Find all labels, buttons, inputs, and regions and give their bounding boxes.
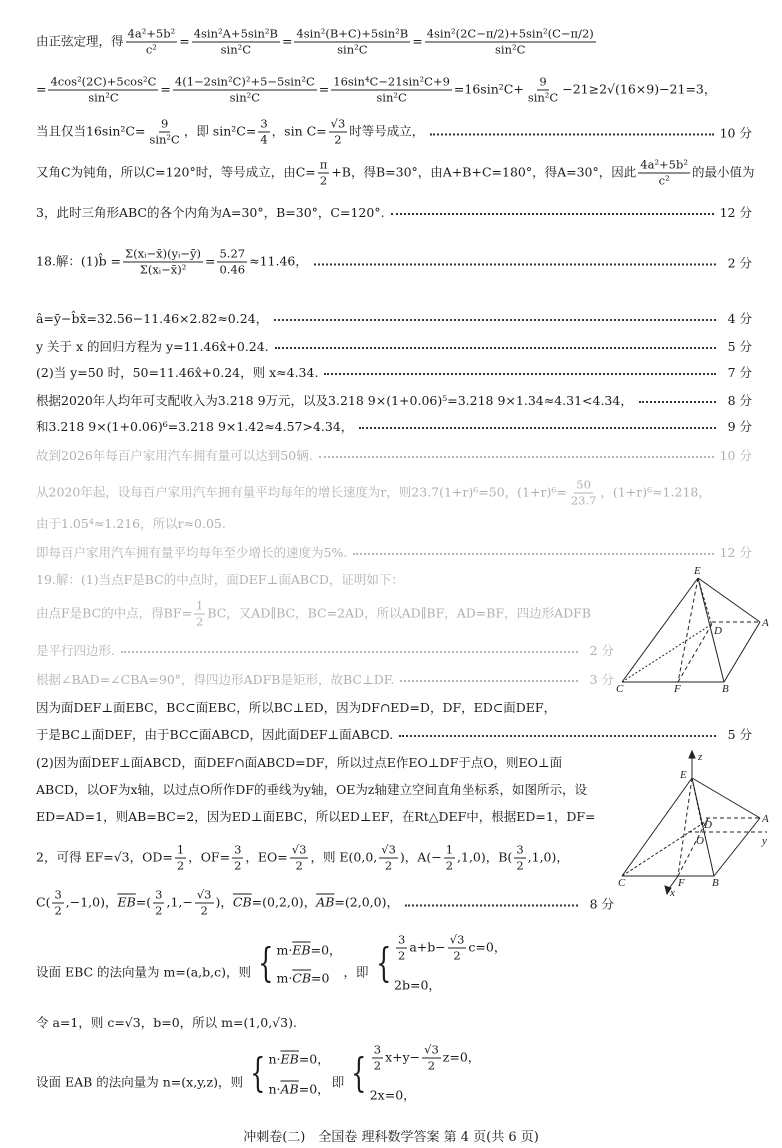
fraction-denominator: 2 bbox=[427, 1058, 436, 1073]
fraction-denominator: sin²C bbox=[220, 42, 252, 57]
fraction bbox=[52, 888, 63, 919]
text-segment: m· bbox=[276, 970, 293, 986]
fraction-denominator: 2 bbox=[334, 132, 342, 147]
fraction-denominator: 2 bbox=[453, 948, 461, 963]
system-row bbox=[268, 1079, 329, 1097]
fraction bbox=[425, 27, 596, 58]
score-label: 2 分 bbox=[589, 643, 614, 658]
brace-symbol: { bbox=[351, 1050, 367, 1096]
fraction bbox=[379, 843, 398, 874]
fraction-numerator: 9 bbox=[160, 116, 169, 131]
fraction-numerator: √3 bbox=[381, 842, 396, 857]
dot-leader bbox=[319, 456, 714, 458]
fraction-denominator: 2 bbox=[176, 858, 185, 873]
dot-leader bbox=[274, 319, 716, 321]
line-content bbox=[36, 570, 404, 588]
fraction-denominator: 2 bbox=[196, 614, 204, 629]
fraction bbox=[258, 117, 269, 148]
dot-leader bbox=[275, 347, 716, 349]
fraction-denominator: sin²C bbox=[495, 42, 526, 57]
text-segment: =(2,0,0)， bbox=[334, 894, 399, 910]
fraction-denominator: c² bbox=[145, 42, 157, 57]
text-segment: =( bbox=[135, 894, 152, 910]
vector: $\overline{CB}$ bbox=[232, 894, 252, 910]
fraction-numerator: 4sin²(B+C)+5sin²B bbox=[296, 26, 409, 41]
text-segment: 当且仅当16sin²C= bbox=[36, 123, 146, 139]
fraction-denominator: sin²C bbox=[229, 90, 261, 105]
dot-leader bbox=[314, 263, 716, 265]
fraction-numerator: √3 bbox=[449, 932, 465, 947]
vector: $\overline{EB}$ bbox=[117, 894, 136, 910]
text-segment: 即 bbox=[331, 1074, 345, 1089]
text-segment: ，则 E(0,0, bbox=[310, 849, 378, 865]
text-segment: ≈11.46， bbox=[249, 253, 308, 269]
fraction-numerator: 16sin⁴C−21sin²C+9 bbox=[333, 74, 450, 89]
fraction bbox=[448, 933, 467, 964]
fraction-numerator: 1 bbox=[445, 842, 454, 857]
doc-line bbox=[36, 247, 752, 278]
doc-line bbox=[36, 888, 614, 919]
text-segment: 设面 EBC 的法向量为 m=(a,b,c)，则 bbox=[36, 964, 252, 979]
fraction-numerator: 3 bbox=[234, 842, 242, 857]
fraction-numerator: 9 bbox=[539, 74, 547, 89]
fraction-numerator: 3 bbox=[155, 887, 163, 902]
fraction-denominator: 2 bbox=[200, 903, 208, 918]
fraction-numerator: √3 bbox=[330, 116, 346, 131]
text-segment: = bbox=[281, 33, 293, 49]
line-content bbox=[36, 417, 353, 435]
dot-leader bbox=[359, 427, 716, 429]
line-content bbox=[36, 446, 313, 464]
fraction-denominator: 2 bbox=[319, 173, 328, 188]
fraction-denominator: sin²C bbox=[88, 90, 119, 105]
text-segment: 的最小值为 bbox=[691, 164, 755, 180]
pyramid-figure-1 bbox=[612, 565, 772, 695]
line-content bbox=[36, 780, 587, 798]
fraction-numerator: 4sin²(2C−π/2)+5sin²(C−π/2) bbox=[426, 26, 594, 41]
text-segment: ，(1+r)⁶≈1.218， bbox=[600, 484, 711, 500]
text-segment: ，EO= bbox=[245, 849, 288, 865]
equation-system bbox=[371, 933, 507, 994]
fraction bbox=[173, 75, 317, 106]
fraction bbox=[422, 1043, 441, 1074]
doc-line bbox=[36, 117, 752, 148]
text-segment: 是平行四边形. bbox=[36, 643, 115, 658]
line-content bbox=[36, 247, 308, 278]
text-segment: 18.解：(1)b̂ = bbox=[36, 253, 122, 269]
figure-label: x bbox=[670, 887, 675, 899]
text-segment: 即每百户家用汽车拥有量平均每年至少增长的速度为5%. bbox=[36, 545, 348, 560]
figure-label: A bbox=[762, 617, 769, 629]
dot-leader bbox=[639, 401, 716, 403]
fraction bbox=[329, 117, 348, 148]
fraction bbox=[444, 843, 455, 874]
text-segment: = bbox=[36, 81, 47, 97]
text-segment: ，即 bbox=[343, 964, 369, 979]
text-segment: z=0， bbox=[442, 1049, 481, 1065]
fraction-numerator: 3 bbox=[516, 842, 524, 857]
system-rows bbox=[276, 941, 341, 986]
fraction-numerator: 4a²+5b² bbox=[640, 157, 688, 172]
system-row bbox=[370, 1043, 481, 1074]
fraction bbox=[514, 843, 525, 874]
doc-line bbox=[36, 309, 752, 327]
fraction-numerator: Σ(xᵢ−x̄)(yᵢ−ȳ) bbox=[125, 246, 201, 261]
system-row bbox=[394, 933, 506, 964]
fraction-denominator: sin²C bbox=[376, 90, 407, 105]
equation-system bbox=[346, 1043, 480, 1104]
text-segment: =(0,2,0)， bbox=[251, 894, 317, 910]
line-content bbox=[36, 843, 569, 874]
system-rows bbox=[268, 1049, 329, 1097]
text-segment: 故到2026年每百户家用汽车拥有量可以达到50辆. bbox=[36, 448, 313, 463]
brace-symbol: { bbox=[258, 940, 274, 986]
text-segment: =0 bbox=[311, 970, 330, 986]
text-segment: ED=AD=1，则AB=BC=2，因为ED⊥面EBC，所以ED⊥EF，在Rt△DEF中，根据ED=1，DF= bbox=[36, 809, 596, 824]
fraction-denominator: 0.46 bbox=[219, 262, 246, 277]
score-label: 3 分 bbox=[589, 672, 614, 687]
fraction-denominator: 2 bbox=[54, 903, 62, 918]
line-content bbox=[36, 543, 347, 561]
figure-label: B bbox=[722, 683, 729, 695]
fraction-denominator: 2 bbox=[516, 858, 524, 873]
line-content bbox=[36, 1043, 482, 1104]
dot-leader bbox=[324, 373, 716, 375]
doc-line bbox=[36, 446, 752, 464]
text-segment: = bbox=[179, 33, 190, 49]
system-row bbox=[276, 941, 341, 959]
fraction-denominator: Σ(xᵢ−x̄)² bbox=[139, 262, 187, 277]
fraction bbox=[294, 27, 410, 58]
vector: $\overline{EB}$ bbox=[292, 942, 311, 958]
dot-leader bbox=[430, 133, 713, 135]
fraction bbox=[48, 75, 158, 106]
line-content bbox=[36, 888, 399, 919]
score-label: 10 分 bbox=[719, 448, 752, 463]
score-label: 2 分 bbox=[727, 255, 752, 270]
vector: $\overline{AB}$ bbox=[316, 894, 335, 910]
fraction bbox=[638, 158, 690, 189]
fraction bbox=[153, 888, 164, 919]
fraction bbox=[318, 158, 330, 189]
doc-line bbox=[36, 698, 752, 716]
fraction bbox=[569, 478, 599, 509]
figure-label: y bbox=[762, 835, 767, 847]
fraction-denominator: sin²C bbox=[149, 132, 180, 147]
figure-label: B bbox=[712, 877, 719, 889]
text-segment: a+b− bbox=[409, 939, 446, 955]
doc-line bbox=[36, 1043, 752, 1104]
text-segment: 于是BC⊥面DEF，由于BC⊂面ABCD，因此面DEF⊥面ABCD. bbox=[36, 727, 394, 742]
brace-symbol: { bbox=[375, 940, 391, 986]
text-segment: =16sin²C+ bbox=[453, 81, 524, 97]
fraction-numerator: 1 bbox=[196, 598, 204, 613]
fraction-numerator: 4cos²(2C)+5cos²C bbox=[50, 74, 157, 89]
score-label: 10 分 bbox=[719, 125, 752, 140]
system-row bbox=[394, 976, 506, 994]
doc-line bbox=[36, 391, 752, 409]
line-content bbox=[36, 27, 598, 58]
fraction bbox=[175, 843, 186, 874]
doc-line bbox=[36, 543, 752, 561]
page-footer: 冲刺卷(二) 全国卷 理科数学答案 第 4 页(共 6 页) bbox=[243, 1130, 539, 1145]
fraction bbox=[372, 1043, 383, 1074]
line-content bbox=[36, 337, 269, 355]
text-segment: 19.解：(1)当点F是BC的中点时，面DEF⊥面ABCD，证明如下： bbox=[36, 572, 404, 587]
text-segment: )， bbox=[215, 894, 233, 910]
dot-leader bbox=[399, 735, 716, 737]
fraction-numerator: 4(1−2sin²C)²+5−5sin²C bbox=[174, 74, 315, 89]
fraction-denominator: c² bbox=[658, 173, 670, 188]
score-label: 9 分 bbox=[727, 419, 752, 434]
fraction-denominator: 2 bbox=[384, 858, 393, 873]
line-content bbox=[36, 725, 393, 743]
line-content bbox=[36, 599, 591, 630]
vector: $\overline{EB}$ bbox=[280, 1051, 299, 1066]
figure-label: C bbox=[616, 683, 624, 695]
score-label: 5 分 bbox=[727, 727, 752, 742]
line-content bbox=[36, 478, 711, 509]
doc-line bbox=[36, 670, 614, 688]
dot-leader bbox=[121, 651, 578, 653]
fraction bbox=[195, 888, 214, 919]
text-segment: =0， bbox=[310, 942, 342, 958]
fraction-denominator: 2 bbox=[155, 903, 163, 918]
fraction-denominator: 2 bbox=[445, 858, 454, 873]
score-label: 12 分 bbox=[719, 205, 752, 220]
doc-line bbox=[36, 478, 752, 509]
fraction-numerator: 50 bbox=[576, 477, 591, 492]
fraction bbox=[192, 27, 280, 58]
line-content bbox=[36, 807, 596, 825]
line-content bbox=[36, 698, 556, 716]
figure-label: F bbox=[678, 877, 685, 889]
text-segment: 由点F是BC的中点，得BF= bbox=[36, 605, 192, 621]
score-label: 8 分 bbox=[589, 896, 614, 911]
line-content bbox=[36, 391, 633, 409]
coordinate-pyramid-figure-2 bbox=[612, 748, 777, 899]
text-segment: =0， bbox=[298, 1081, 330, 1096]
text-segment: 根据∠BAD=∠CBA=90°，得四边形ADFB是矩形，故BC⊥DF. bbox=[36, 672, 395, 687]
doc-line bbox=[36, 363, 752, 381]
line-content bbox=[36, 363, 318, 381]
system-row bbox=[370, 1086, 481, 1104]
figure-label: E bbox=[694, 565, 701, 577]
text-segment: 2x=0， bbox=[369, 1087, 416, 1103]
text-segment: C( bbox=[36, 894, 51, 910]
score-label: 12 分 bbox=[719, 545, 752, 560]
score-label: 5 分 bbox=[727, 339, 752, 354]
text-segment: c=0， bbox=[468, 939, 507, 955]
text-segment: (2)因为面DEF⊥面ABCD，面DEF∩面ABCD=DF，所以过点E作EO⊥DF于点O，则EO⊥面 bbox=[36, 755, 563, 770]
dot-leader bbox=[405, 904, 578, 906]
doc-line bbox=[36, 27, 752, 58]
fraction bbox=[290, 843, 309, 874]
line-content bbox=[36, 514, 226, 532]
line-content bbox=[36, 933, 508, 994]
equation-system bbox=[253, 941, 342, 986]
figure-label: E bbox=[680, 769, 687, 781]
figure-label: C bbox=[618, 877, 626, 889]
line-content bbox=[36, 753, 562, 771]
text-segment: ,1,− bbox=[166, 894, 193, 910]
line-content bbox=[36, 158, 755, 189]
text-segment: = bbox=[205, 253, 216, 269]
figure-label: z bbox=[698, 751, 703, 763]
text-segment: n· bbox=[268, 1081, 281, 1096]
fraction-numerator: 5.27 bbox=[219, 246, 246, 261]
equation-system bbox=[245, 1049, 330, 1097]
vector: $\overline{AB}$ bbox=[280, 1081, 299, 1096]
text-segment: 和3.218 9×(1+0.06)⁶=3.218 9×1.42≈4.57>4.34， bbox=[36, 419, 354, 434]
text-segment: â=ȳ−b̂x̄=32.56−11.46×2.82≈0.24， bbox=[36, 311, 269, 326]
brace-symbol: { bbox=[250, 1050, 266, 1096]
fraction-denominator: 4 bbox=[260, 132, 268, 147]
fraction bbox=[126, 27, 178, 58]
text-segment: ，OF= bbox=[188, 849, 231, 865]
text-segment: 由于1.05⁴≈1.216，所以r≈0.05. bbox=[36, 516, 226, 531]
doc-line bbox=[36, 933, 752, 994]
text-segment: 设面 EAB 的法向量为 n=(x,y,z)，则 bbox=[36, 1074, 244, 1089]
fraction-denominator: 23.7 bbox=[570, 493, 597, 508]
text-segment: ,−1,0)， bbox=[65, 894, 118, 910]
text-segment: 时等号成立， bbox=[349, 123, 425, 139]
doc-line bbox=[36, 337, 752, 355]
fraction-numerator: 1 bbox=[176, 842, 185, 857]
text-segment: 3，此时三角形ABC的各个内角为A=30°，B=30°，C=120°. bbox=[36, 205, 385, 220]
vector: $\overline{CB}$ bbox=[292, 970, 312, 986]
fraction bbox=[232, 843, 243, 874]
text-segment: 2，可得 EF=√3，OD= bbox=[36, 849, 173, 865]
fraction-denominator: sin²C bbox=[527, 90, 559, 105]
text-segment: +B，得B=30°，由A+B+C=180°，得A=30°，因此 bbox=[331, 164, 637, 180]
system-rows bbox=[370, 1043, 481, 1104]
text-segment: 2b=0， bbox=[394, 977, 441, 993]
fraction-denominator: 2 bbox=[295, 858, 303, 873]
text-segment: = bbox=[160, 81, 171, 97]
text-segment: 又角C为钝角，所以C=120°时，等号成立，由C= bbox=[36, 164, 316, 180]
doc-line bbox=[36, 157, 755, 189]
doc-line bbox=[36, 203, 752, 221]
system-rows bbox=[394, 933, 506, 994]
fraction-denominator: sin²C bbox=[337, 42, 368, 57]
dot-leader bbox=[400, 680, 578, 682]
line-content bbox=[36, 1013, 297, 1031]
text-segment: 从2020年起，设每百户家用汽车拥有量平均每年的增长速度为r，则23.7(1+r)⁶=50，(1+r)⁶= bbox=[36, 484, 567, 500]
text-segment: ，sin C= bbox=[271, 123, 327, 139]
doc-line bbox=[36, 725, 752, 743]
fraction-numerator: √3 bbox=[424, 1042, 439, 1057]
fraction-numerator: 3 bbox=[398, 932, 406, 947]
line-content bbox=[36, 203, 385, 221]
line-content bbox=[36, 641, 115, 659]
text-segment: 由正弦定理，得 bbox=[36, 33, 124, 49]
text-segment: =0， bbox=[298, 1051, 330, 1066]
text-segment: n· bbox=[268, 1051, 281, 1066]
fraction-numerator: 4sin²A+5sin²B bbox=[193, 26, 278, 41]
line-content bbox=[36, 75, 716, 106]
dot-leader bbox=[391, 213, 714, 215]
figure-label: D bbox=[714, 625, 722, 637]
fraction-denominator: 2 bbox=[373, 1058, 382, 1073]
text-segment: ,1,0)，B( bbox=[457, 849, 513, 865]
text-segment: −21≥2√(16×9)−21=3， bbox=[562, 81, 717, 97]
text-segment: ABCD，以OF为x轴，以过点O所作DF的垂线为y轴，OE为z轴建立空间直角坐标系，如图所示，设 bbox=[36, 782, 587, 797]
text-segment: y 关于 x 的回归方程为 y=11.46x̂+0.24. bbox=[36, 339, 269, 354]
text-segment: = bbox=[318, 81, 330, 97]
system-row bbox=[276, 971, 341, 986]
doc-line bbox=[36, 75, 752, 106]
fraction bbox=[147, 117, 181, 148]
fraction bbox=[217, 247, 247, 278]
line-content bbox=[36, 309, 268, 327]
line-content bbox=[36, 117, 424, 148]
fraction-numerator: 4a²+5b² bbox=[127, 26, 176, 41]
score-label: 4 分 bbox=[727, 311, 752, 326]
text-segment: ,1,0)， bbox=[527, 849, 569, 865]
figure-label: D bbox=[704, 819, 712, 831]
doc-line bbox=[36, 514, 752, 532]
text-segment: m· bbox=[276, 942, 293, 958]
text-segment: BC，又AD∥BC，BC=2AD，所以AD∥BF，AD=BF，四边形ADFB bbox=[207, 605, 592, 621]
fraction-numerator: 3 bbox=[54, 887, 62, 902]
fraction-denominator: 2 bbox=[398, 948, 406, 963]
score-label: 8 分 bbox=[727, 393, 752, 408]
figure-label: A bbox=[762, 813, 769, 825]
system-row bbox=[268, 1049, 329, 1067]
doc-line bbox=[36, 641, 614, 659]
fraction-numerator: 3 bbox=[260, 116, 268, 131]
line-content bbox=[36, 670, 394, 688]
fraction-numerator: √3 bbox=[196, 887, 212, 902]
doc-line bbox=[36, 1013, 752, 1031]
fraction bbox=[526, 75, 560, 106]
doc-line bbox=[36, 417, 752, 435]
fraction-numerator: π bbox=[319, 157, 328, 172]
text-segment: 因为面DEF⊥面EBC，BC⊂面EBC，所以BC⊥ED，因为DF∩ED=D，DF，ED⊂面DEF， bbox=[36, 700, 557, 715]
text-segment: (2)当 y=50 时，50=11.46x̂+0.24，则 x≈4.34. bbox=[36, 365, 319, 380]
fraction-numerator: 3 bbox=[373, 1042, 382, 1057]
fraction bbox=[194, 599, 205, 630]
text-segment: 根据2020年人均年可支配收入为3.218 9万元，以及3.218 9×(1+0.06)⁵=3.218 9×1.34≈4.31<4.34， bbox=[36, 393, 633, 408]
text-segment: 令 a=1，则 c=√3，b=0，所以 m=(1,0,√3). bbox=[36, 1015, 297, 1030]
text-segment: ，即 sin²C= bbox=[183, 123, 257, 139]
fraction bbox=[331, 75, 452, 106]
dot-leader bbox=[353, 553, 713, 555]
score-label: 7 分 bbox=[727, 365, 752, 380]
text-segment: )，A(− bbox=[399, 849, 442, 865]
text-segment: = bbox=[412, 33, 423, 49]
fraction-denominator: 2 bbox=[234, 858, 242, 873]
fraction-numerator: √3 bbox=[291, 842, 307, 857]
figure-label: F bbox=[674, 683, 681, 695]
fraction bbox=[123, 247, 203, 278]
figure-label: O bbox=[696, 835, 704, 847]
text-segment: x+y− bbox=[385, 1049, 421, 1065]
fraction bbox=[396, 933, 407, 964]
